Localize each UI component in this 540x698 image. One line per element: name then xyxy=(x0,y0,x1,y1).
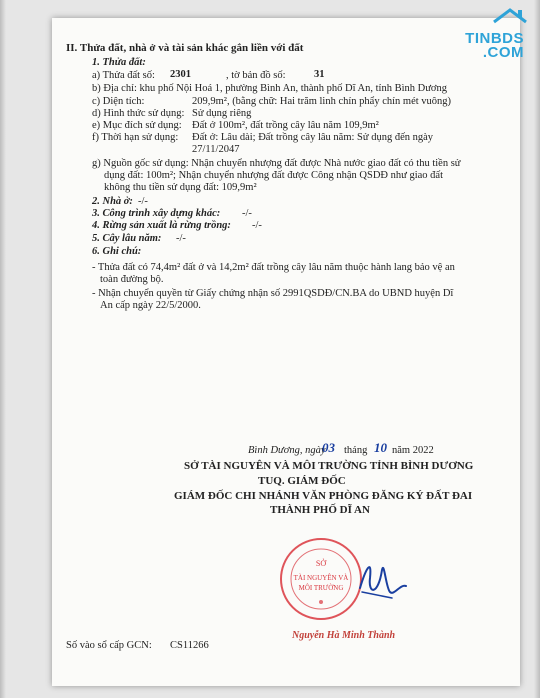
map-sheet-number: 31 xyxy=(314,69,325,80)
section-title: II. Thửa đất, nhà ở và tài sản khác gắn liền với đất xyxy=(66,42,304,54)
use-form-value: Sử dụng riêng xyxy=(192,108,252,119)
director-title: GIÁM ĐỐC CHI NHÁNH VĂN PHÒNG ĐĂNG KÝ ĐẤT ĐAI xyxy=(174,490,473,502)
term-end-date: 27/11/2047 xyxy=(192,144,240,155)
building-value: -/- xyxy=(242,208,252,219)
stamp-line-2: TÀI NGUYÊN VÀ xyxy=(293,574,349,582)
address-line: b) Địa chỉ: khu phố Nội Hoá 1, phường Bình An, thành phố Dĩ An, tỉnh Bình Dương xyxy=(92,83,447,94)
site-logo-watermark xyxy=(446,6,534,62)
forest-value: -/- xyxy=(252,220,262,231)
origin-line-3: không thu tiền sử dụng đất: 109,9m² xyxy=(104,182,257,193)
stamp-line-3: MÔI TRƯỜNG xyxy=(298,584,344,592)
note-2-line-1: - Nhận chuyển quyền từ Giấy chứng nhận số 2991QSDĐ/CN.BA do UBND huyện Dĩ xyxy=(92,288,454,299)
watermark-line-2: .COM xyxy=(482,44,524,61)
gcn-register-label: Số vào sổ cấp GCN: xyxy=(66,640,152,651)
tuq-title: TUQ. GIÁM ĐỐC xyxy=(258,475,346,487)
note-1-line-2: toàn đường bộ. xyxy=(100,274,164,285)
origin-line-1: g) Nguồn gốc sử dụng: Nhận chuyển nhượng đất được Nhà nước giao đất có thu tiền sử xyxy=(92,158,461,169)
parcel-number-label: a) Thửa đất số: xyxy=(92,70,155,81)
map-sheet-label: , tờ bản đồ số: xyxy=(226,70,286,81)
use-form-label: d) Hình thức sử dụng: xyxy=(92,108,185,119)
land-heading: 1. Thửa đất: xyxy=(92,57,146,68)
purpose-value: Đất ở 100m², đất trồng cây lâu năm 109,9m² xyxy=(192,120,379,131)
origin-line-2: dụng đất: 100m²; Nhận chuyển nhượng đất được Công nhận QSDĐ như giao đất xyxy=(104,170,443,181)
note-2-line-2: An cấp ngày 22/5/2000. xyxy=(100,300,201,311)
issuing-org: SỞ TÀI NGUYÊN VÀ MÔI TRƯỜNG TỈNH BÌNH DƯƠNG xyxy=(184,460,474,472)
stamp-center-text: SỞ xyxy=(315,559,327,568)
term-value: Đất ở: Lâu dài; Đất trồng cây lâu năm: Sử dụng đến ngày xyxy=(192,132,434,143)
area-label: c) Diện tích: xyxy=(92,96,145,107)
perennial-value: -/- xyxy=(176,233,186,244)
signer-name: Nguyễn Hà Minh Thành xyxy=(292,630,396,641)
area-value: 209,9m², (bằng chữ: Hai trăm linh chín phẩy chín mét vuông) xyxy=(192,96,452,107)
gcn-register-number: CS11266 xyxy=(170,640,209,651)
house-heading: 2. Nhà ở: xyxy=(92,196,133,207)
perennial-heading: 5. Cây lâu năm: xyxy=(92,233,162,244)
handwritten-signature xyxy=(352,548,412,608)
purpose-label: e) Mục đích sử dụng: xyxy=(92,120,182,131)
house-value: -/- xyxy=(138,196,148,207)
sign-place: Bình Dương, ngày xyxy=(248,445,326,456)
term-label: f) Thời hạn sử dụng: xyxy=(92,132,179,143)
building-heading: 3. Công trình xây dựng khác: xyxy=(92,208,221,219)
watermark-text xyxy=(465,32,524,60)
certificate-page xyxy=(52,18,520,686)
forest-heading: 4. Rừng sản xuất là rừng trồng: xyxy=(92,220,231,231)
watermark-line-1: TINBDS xyxy=(465,30,524,47)
city-title: THÀNH PHỐ DĨ AN xyxy=(270,504,370,516)
sign-year: năm 2022 xyxy=(392,445,434,456)
notes-heading: 6. Ghi chú: xyxy=(92,246,142,257)
sign-month-label: tháng xyxy=(344,445,368,456)
sign-day: 03 xyxy=(322,440,335,455)
note-1-line-1: - Thửa đất có 74,4m² đất ở và 14,2m² đất trồng cây lâu năm thuộc hành lang bảo vệ an xyxy=(92,262,455,273)
sign-month: 10 xyxy=(374,440,387,455)
parcel-number: 2301 xyxy=(170,69,191,80)
